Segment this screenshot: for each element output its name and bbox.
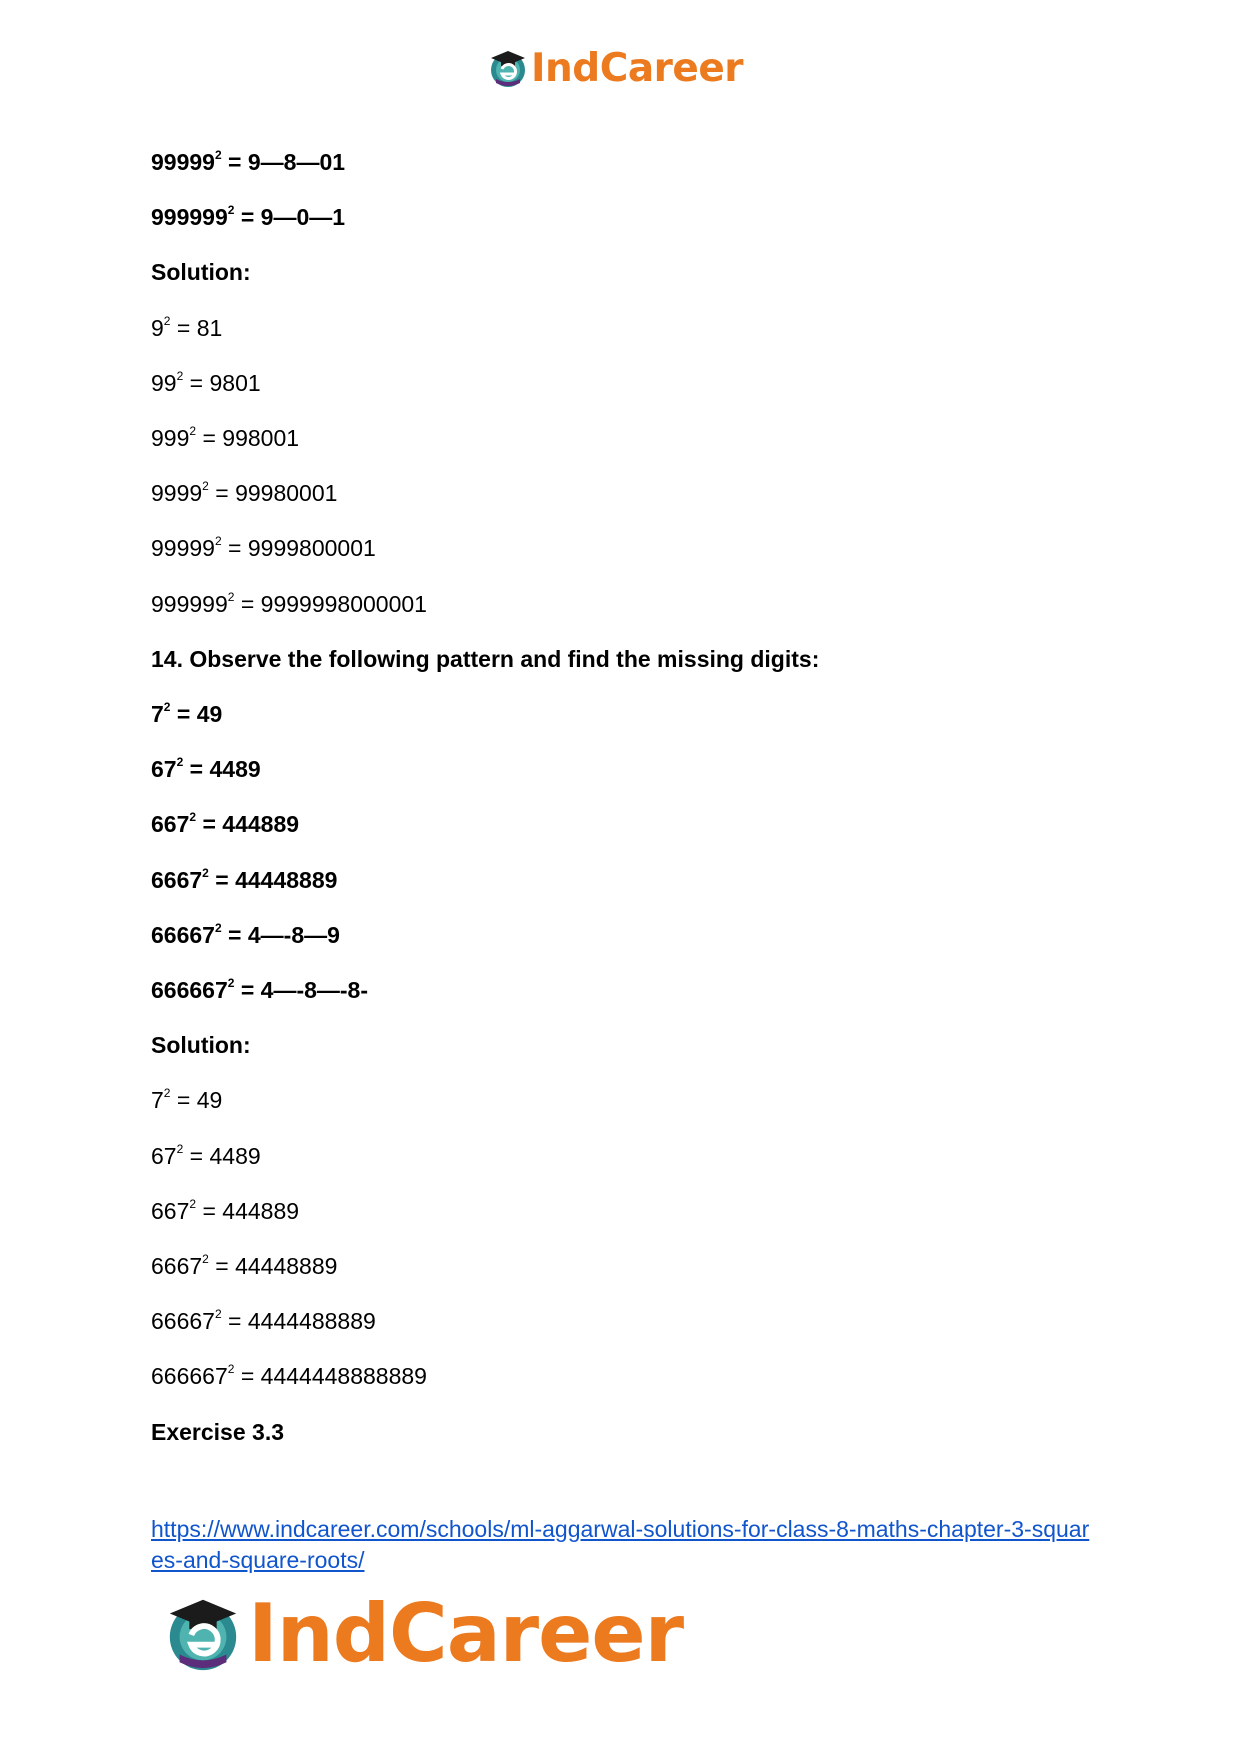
text-line	[151, 1197, 299, 1225]
exponent: 2	[189, 424, 197, 439]
exponent: 2	[214, 148, 222, 163]
line-rest: = 49	[170, 1087, 223, 1113]
line-base: Solution:	[151, 1032, 251, 1058]
footer-logo	[162, 1586, 683, 1680]
line-rest: = 9999998000001	[234, 591, 427, 617]
line-base: 99999	[151, 149, 215, 175]
line-base: 14. Observe the following pattern and find the missing digits:	[151, 646, 820, 672]
text-line	[151, 1307, 376, 1335]
line-base: 666667	[151, 1363, 228, 1389]
text-line	[151, 1086, 222, 1114]
graduation-globe-icon	[487, 47, 529, 89]
source-link[interactable]: https://www.indcareer.com/schools/ml-aggarwal-solutions-for-class-8-maths-chapter-3-squares-and-square-roots/	[151, 1516, 1090, 1573]
text-line	[151, 148, 345, 176]
line-base: 7	[151, 1087, 164, 1113]
line-rest: = 4—-8—9	[221, 922, 340, 948]
exponent: 2	[163, 1086, 171, 1101]
exponent: 2	[227, 203, 235, 218]
line-base: 6667	[151, 867, 203, 893]
line-base: 999999	[151, 204, 228, 230]
exponent: 2	[202, 1252, 209, 1267]
line-rest: = 9—0—1	[234, 204, 346, 230]
line-rest: = 99980001	[208, 480, 338, 506]
exponent: 2	[176, 1142, 184, 1157]
brand-name: IndCareer	[531, 45, 743, 91]
exponent: 2	[227, 976, 235, 991]
line-base: 66667	[151, 922, 215, 948]
line-rest: = 44448889	[208, 1253, 338, 1279]
line-base: 6667	[151, 1253, 203, 1279]
text-line	[151, 424, 299, 452]
line-rest: = 4444448888889	[234, 1363, 427, 1389]
line-base: Solution:	[151, 259, 251, 285]
text-line	[151, 314, 222, 342]
line-rest: = 9—8—01	[221, 149, 346, 175]
exponent: 2	[189, 1197, 197, 1212]
line-rest: = 444889	[196, 811, 300, 837]
exponent: 2	[176, 369, 184, 384]
line-base: 9999	[151, 480, 203, 506]
text-line	[151, 810, 299, 838]
exponent: 2	[214, 921, 222, 936]
line-base: 667	[151, 1198, 190, 1224]
line-rest: = 49	[170, 701, 223, 727]
line-rest: = 9801	[183, 370, 261, 396]
text-line	[151, 1252, 337, 1280]
text-line	[151, 866, 337, 894]
exponent: 2	[214, 534, 222, 549]
text-line	[151, 1418, 284, 1446]
line-base: 67	[151, 756, 177, 782]
line-rest: = 4489	[183, 756, 261, 782]
exponent: 2	[202, 866, 209, 881]
exponent: 2	[202, 479, 209, 494]
line-base: 67	[151, 1143, 177, 1169]
line-base: 999999	[151, 591, 228, 617]
line-base: 66667	[151, 1308, 215, 1334]
header-logo	[487, 40, 743, 96]
exponent: 2	[227, 1362, 235, 1377]
exponent: 2	[189, 810, 197, 825]
text-line	[151, 203, 345, 231]
text-line	[151, 645, 819, 673]
text-line	[151, 1142, 261, 1170]
exponent: 2	[176, 755, 184, 770]
footer-brand-name: IndCareer	[248, 1586, 684, 1680]
text-line	[151, 921, 340, 949]
text-line	[151, 369, 261, 397]
graduation-globe-icon	[162, 1592, 244, 1674]
line-rest: = 81	[170, 315, 223, 341]
text-line	[151, 479, 337, 507]
line-rest: = 9999800001	[221, 535, 376, 561]
line-base: 99	[151, 370, 177, 396]
line-base: 667	[151, 811, 190, 837]
line-rest: = 44448889	[208, 867, 338, 893]
exponent: 2	[214, 1307, 222, 1322]
line-base: 9	[151, 315, 164, 341]
text-line	[151, 755, 261, 783]
line-rest: = 998001	[196, 425, 300, 451]
line-rest: = 4—-8—-8-	[234, 977, 369, 1003]
text-line	[151, 976, 368, 1004]
line-base: 99999	[151, 535, 215, 561]
text-line	[151, 534, 376, 562]
line-rest: = 4489	[183, 1143, 261, 1169]
line-base: 666667	[151, 977, 228, 1003]
text-line	[151, 258, 251, 286]
exponent: 2	[163, 314, 171, 329]
exponent: 2	[227, 590, 235, 605]
text-line	[151, 1031, 251, 1059]
line-base: 999	[151, 425, 190, 451]
line-base: Exercise 3.3	[151, 1419, 285, 1445]
line-rest: = 444889	[196, 1198, 300, 1224]
text-line	[151, 590, 427, 618]
text-line	[151, 700, 222, 728]
line-rest: = 4444488889	[221, 1308, 376, 1334]
line-base: 7	[151, 701, 164, 727]
text-line	[151, 1362, 427, 1390]
exponent: 2	[163, 700, 171, 715]
